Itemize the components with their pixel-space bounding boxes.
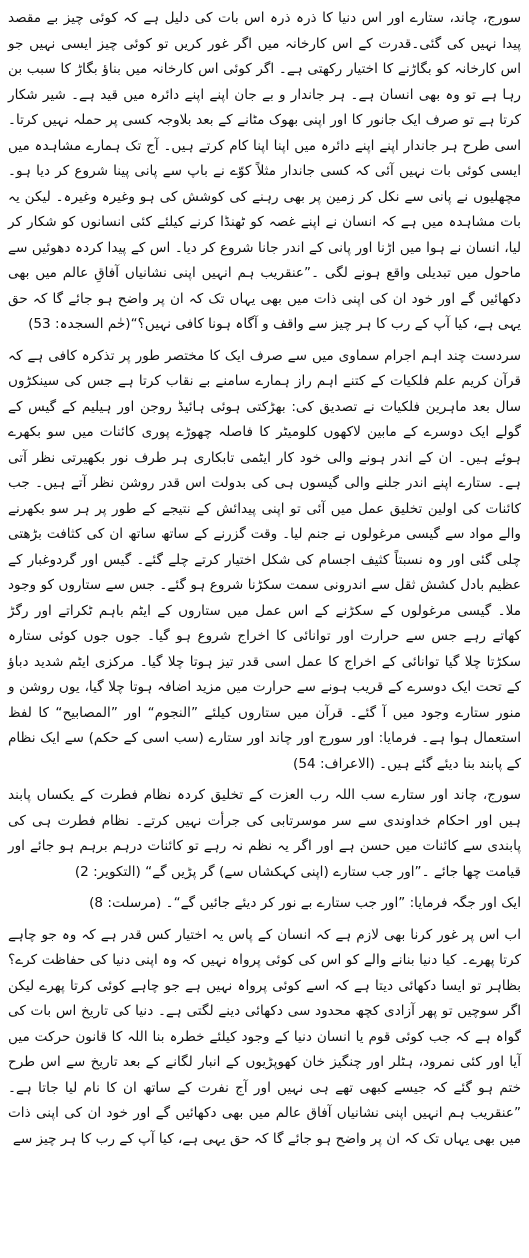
paragraph-natural-order: سورج، چاند اور ستارے سب اللہ رب العزت کے تخلیق کردہ نظام فطرت کے یکساں پابند ہیں اور احکام خداوندی سے سر موسرتابی کی جرأت نہیں کرتے۔ نظام فطرت ہی کی پابندی سے کائنات میں حسن ہے اور اگر یہ نظم نہ رہے تو کائنات درہم برہم ہو جائے اور قیامت چھا جائے ۔”اور جب ستارے (اپنی کہکشاں سے) گر پڑیں گے“ (التکویر: 2)	[8, 787, 521, 880]
paragraph-human-freedom: اب اس پر غور کرنا بھی لازم ہے کہ انسان کے پاس یہ اختیار کس قدر ہے کہ وہ جو چاہے کرتا پھرے۔ کیا دنیا بنانے والے کو اس کی کوئی پرواہ نہیں کہ وہ اپنی دنیا کی حفاظت کرے؟ بظاہر تو ایسا دکھائی دیتا ہے کہ اسے کوئی پرواہ نہیں ہے جو چاہے کوئی کرتا پھرے لیکن اگر سوچیں تو پھر آزادی کچھ محدود سی دکھائی دینے لگتی ہے۔ دنیا کی تاریخ اس بات کی گواہ ہے کہ جب کوئی قوم یا انسان دنیا کے وجود کیلئے خطرہ بنا اللہ کا قانون حرکت میں آیا اور کئی نمرود، ہٹلر اور چنگیز خان کھوپڑیوں کے انبار لگانے کے بعد تاریخ سے اس طرح ختم ہو گئے کہ جیسے کبھی تھے ہی نہیں اور آج نفرت کے ساتھ ان کا نام لیا جاتا ہے۔ ”عنقریب ہم انہیں اپنی نشانیاں آفاق عالم میں بھی دکھائیں گے اور خود ان کی اپنی ذات میں بھی یہاں تک کہ ان پر واضح ہو جائے گا کہ حق یہی ہے، کیا آپ کے رب کا ہر چیز سے	[8, 926, 521, 1147]
paragraph-quran-verse: ایک اور جگہ فرمایا: ”اور جب ستارے بے نور کر دیئے جائیں گے“۔ (مرسلت: 8)	[89, 895, 521, 911]
paragraph-celestial-purpose: سورج، چاند، ستارے اور اس دنیا کا ذرہ ذرہ اس بات کی دلیل ہے کہ کوئی چیز بے مقصد پیدا نہیں کی گئی۔قدرت کے اس کارخانہ میں اگر غور کریں تو کوئی چیز ایسی نہیں جو اس کارخانہ کو بگاڑنے کا اختیار رکھتی ہے۔ اگر کوئی اس کارخانہ میں بناؤ بگاڑ کا سبب بن رہا ہے تو وہ بھی انسان ہے۔ ہر جاندار و بے جان اپنے اپنے دائرہ میں قید ہے۔ شیر شکار کرتا ہے تو صرف ایک جانور کا اور اپنی بھوک مٹانے کے بعد بلاوجہ کسی پر حملہ نہیں کرتا۔ اسی طرح ہر جاندار اپنے اپنے دائرہ میں اپنا اپنا کام کرتے ہیں۔ آج تک ہمارے مشاہدہ میں ایسی کوئی بات نہیں آئی کہ کسی جاندار مثلاً کوّے نے باپ سے پانی پینا شروع کر دیا ہو۔ مچھلیوں نے پانی سے نکل کر زمین پر بھی رہنے کی کوشش کی ہو وغیرہ وغیرہ۔ لیکن یہ بات مشاہدہ میں ہے کہ انسان نے اپنے غصہ کو ٹھنڈا کرنے کیلئے کئی انسانوں کو شکار کر لیا، انسان نے ہوا میں اڑنا اور پانی کے اندر جانا شروع کر دیا۔ اس کے پیدا کردہ دھوئیں سے ماحول میں تبدیلی واقع ہونے لگی ۔”عنقریب ہم انہیں اپنی نشانیاں آفاقِ عالم میں بھی دکھائیں گے اور خود ان کی اپنی ذات میں بھی یہاں تک کہ ان پر واضح ہو جائے گا کہ حق یہی ہے، کیا آپ کے رب کا ہر چیز سے واقف و آگاہ ہونا کافی نہیں؟“(حٰم السجدہ: 53)	[8, 10, 521, 332]
paragraph-stars-formation: سردست چند اہم اجرام سماوی میں سے صرف ایک کا مختصر طور پر تذکرہ کافی ہے کہ قرآن کریم علم فلکیات کے کتنے اہم راز ہمارے سامنے بے نقاب کرتا ہے جس کی سینکڑوں سال بعد ماہرین فلکیات نے تصدیق کی: بھڑکتی ہوئی ہائیڈ روجن اور ہیلیم کے گیس کے گولے ایک دوسرے کے مابین لاکھوں کلومیٹر کا فاصلہ چھوڑے پوری کائنات میں سو بکھرے ہوئے ہیں۔ ان کے اندر ہونے والی خود کار ایٹمی تابکاری ہر طرف نور بکھیرتی نظر آتی ہے۔ ستارے اپنے اندر جلنے والی گیسوں ہی کی بدولت اس قدر روشن نظر آتے ہیں۔ جب کائنات کی اولین تخلیق عمل میں آئی تو اپنی پیدائش کے نتیجے کے طور پر ہر سو بکھرنے والے مواد سے گیسی مرغولوں نے جنم لیا۔ وقت گزرنے کے ساتھ ساتھ ان کی کثافت بڑھتی چلی گئی اور وہ نسبتاً کثیف اجسام کی شکل اختیار کرتے چلے گئے۔ گیس اور گردوغبار کے عظیم بادل کشش ثقل سے اندرونی سمت سکڑنا شروع ہو گئے۔ جس سے ستاروں کو وجود ملا۔ گیسی مرغولوں کے سکڑنے کے اس عمل میں ستاروں کے ایٹم باہم ٹکراتے اور رگڑ کھاتے رہے جس سے حرارت اور توانائی کا اخراج شروع ہو گیا۔ جوں جوں کوئی ستارہ سکڑتا چلا گیا توانائی کے اخراج کا عمل اسی قدر تیز ہوتا چلا گیا۔ مرکزی ایٹم شدید دباؤ کے تحت ایک دوسرے کے قریب ہونے سے حرارت میں مزید اضافہ ہوتا چلا گیا، یوں روشن و منور ستارے وجود میں آ گئے۔ قرآن میں ستاروں کیلئے ”النجوم“ اور ”المصابیح“ کا لفظ استعمال ہوا ہے۔ فرمایا: اور سورج اور چاند اور ستارے (سب اسی کے حکم) سے ایک نظام کے پابند بنا دیئے گئے ہیں۔ (الاعراف: 54)	[8, 347, 521, 772]
